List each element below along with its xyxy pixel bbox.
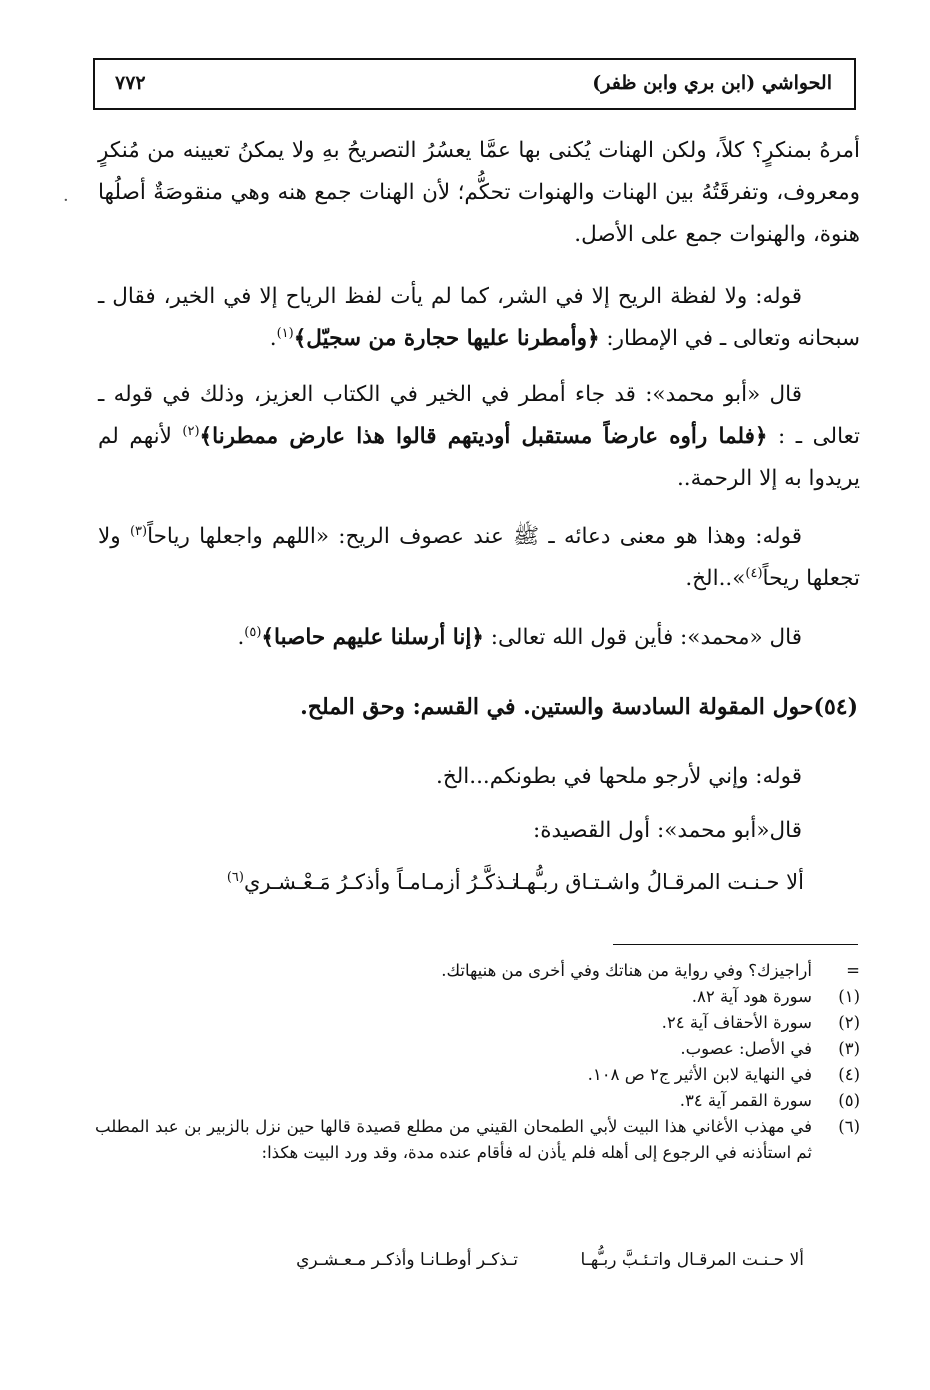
footnote-number: = [846,961,860,980]
footnote-text: سورة الأحقاف آية ٢٤. [661,1013,812,1032]
footnote-text: سورة هود آية ٨٢. [691,987,812,1006]
footnote-number: (٦) [838,1117,860,1136]
verse-text: تـذكَّـرُ أزمـامـاً وأذكـرُ مَـعْـشـري [243,870,518,894]
paragraph-text: قال«أبو محمد»: أول القصيدة: [533,818,802,843]
footnote-text: أراجيزك؟ وفي رواية من هناتك وفي أخرى من هنيهاتك. [441,961,812,980]
running-header [93,58,856,110]
section-heading: (٥٤)حول المقولة السادسة والستين. في القسم: وحق الملح. [300,694,858,720]
verse-second-hemistich [227,870,518,894]
footnote-ref: (٦) [226,870,244,885]
section-line-2 [98,810,860,852]
paragraph-text: أمرهُ بمنكرٍ؟ كلاً، ولكن الهنات يُكنى بها عمَّا يعسُرُ التصريحُ بهِ ولا يمكنُ تعيينه من مُنكرٍ ومعروف، وتفرقَتُهُ بين الهنات والهنوات تحكُّم؛ لأن الهنات جمع هنه وهي منقوصَةٌ أصلُها هنوة، والهنوات جمع على الأصل. [98,138,860,247]
footnote-text: سورة القمر آية ٣٤. [679,1091,812,1110]
paragraph-text-mid: ولا تجعلها ريحاً [98,524,860,591]
margin-mark: · [63,190,69,211]
footnote [95,984,860,1010]
footnote-number: (١) [838,987,860,1006]
paragraph-4 [98,516,860,600]
page-number: ٧٧٢ [115,72,146,94]
footnote [95,958,860,984]
quran-quote: ﴿فلما رأوه عارضاً مستقبل أوديتهم قالوا هذا عارض ممطرنا﴾ [199,424,768,449]
paragraph-1 [98,130,860,256]
paragraph-5 [98,617,860,659]
footnote-ref: (١) [276,325,294,341]
footnote [95,1088,860,1114]
paragraph-2 [98,276,860,360]
paragraph-text: قال «محمد»: فأين قول الله تعالى: [483,625,802,650]
footnote-number: (٤) [838,1065,860,1084]
footnote-ref: (٣) [129,523,148,539]
paragraph-end: . [269,326,277,351]
footnote-verse-second: تـذكـر أوطـانـا وأذكـر مـعـشـري [296,1250,518,1270]
footnote [95,1114,860,1166]
footnotes [95,958,860,1166]
paragraph-text: قوله: وهذا هو معنى دعائه ـ ﷺ عند عصوف الريح: «اللهم واجعلها رياحاً [147,524,802,549]
quran-quote: ﴿وأمطرنا عليها حجارة من سجيّل﴾ [293,326,600,351]
paragraph-text: قال «أبو محمد»: قد جاء أمطر في الخير في الكتاب العزيز، وذلك في قوله ـ تعالى ـ : [98,382,860,449]
footnote [95,1062,860,1088]
footnote-text: في النهاية لابن الأثير ج٢ ص ١٠٨. [587,1065,812,1084]
header-title: الحواشي (ابن بري وابن ظفر) [592,72,832,94]
verse-first-hemistich: ألا حـنـت المرقـالُ واشـتـاق ربـُّهـا [514,870,804,894]
footnote [95,1036,860,1062]
footnote [95,1010,860,1036]
paragraph-text: قوله: ولا لفظة الريح إلا في الشر، كما لم يأت لفظ الرياح إلا في الخير، فقال ـ سبحانه وتعالى ـ في الإمطار: [98,284,860,351]
footnote-ref: (٤) [745,565,763,581]
footnote-divider [613,944,858,945]
paragraph-end: . [237,625,245,650]
footnote-ref: (٢) [182,423,200,439]
footnote-verse-first: ألا حـنـت المرقـال واتـئـبَّ ربـُّهـا [580,1250,804,1270]
paragraph-3 [98,374,860,500]
paragraph-text: قوله: وإني لأرجو ملحها في بطونكم...الخ. [436,764,802,789]
footnote-text: في مهذب الأغاني هذا البيت لأبي الطمحان القيني من مطلع قصيدة قالها حين نزل بالزبير بن عبد المطلب ثم استأذنه في الرجوع إلى أهله فلم يأذن له فأقام عنده مدة، وقد ورد البيت هكذا: [95,1117,812,1162]
footnote-number: (٥) [838,1091,860,1110]
paragraph-text-end: »..الخ. [685,566,746,591]
footnote-number: (٢) [838,1013,860,1032]
quran-quote: ﴿إنا أرسلنا عليهم حاصبا﴾ [261,625,484,650]
footnote-text: في الأصل: عصوب. [680,1039,812,1058]
section-line-1 [98,756,860,798]
footnote-number: (٣) [838,1039,860,1058]
paragraph-text-end: لأنهم لم يريدوا به إلا الرحمة.. [98,424,860,491]
footnote-ref: (٥) [244,624,262,640]
